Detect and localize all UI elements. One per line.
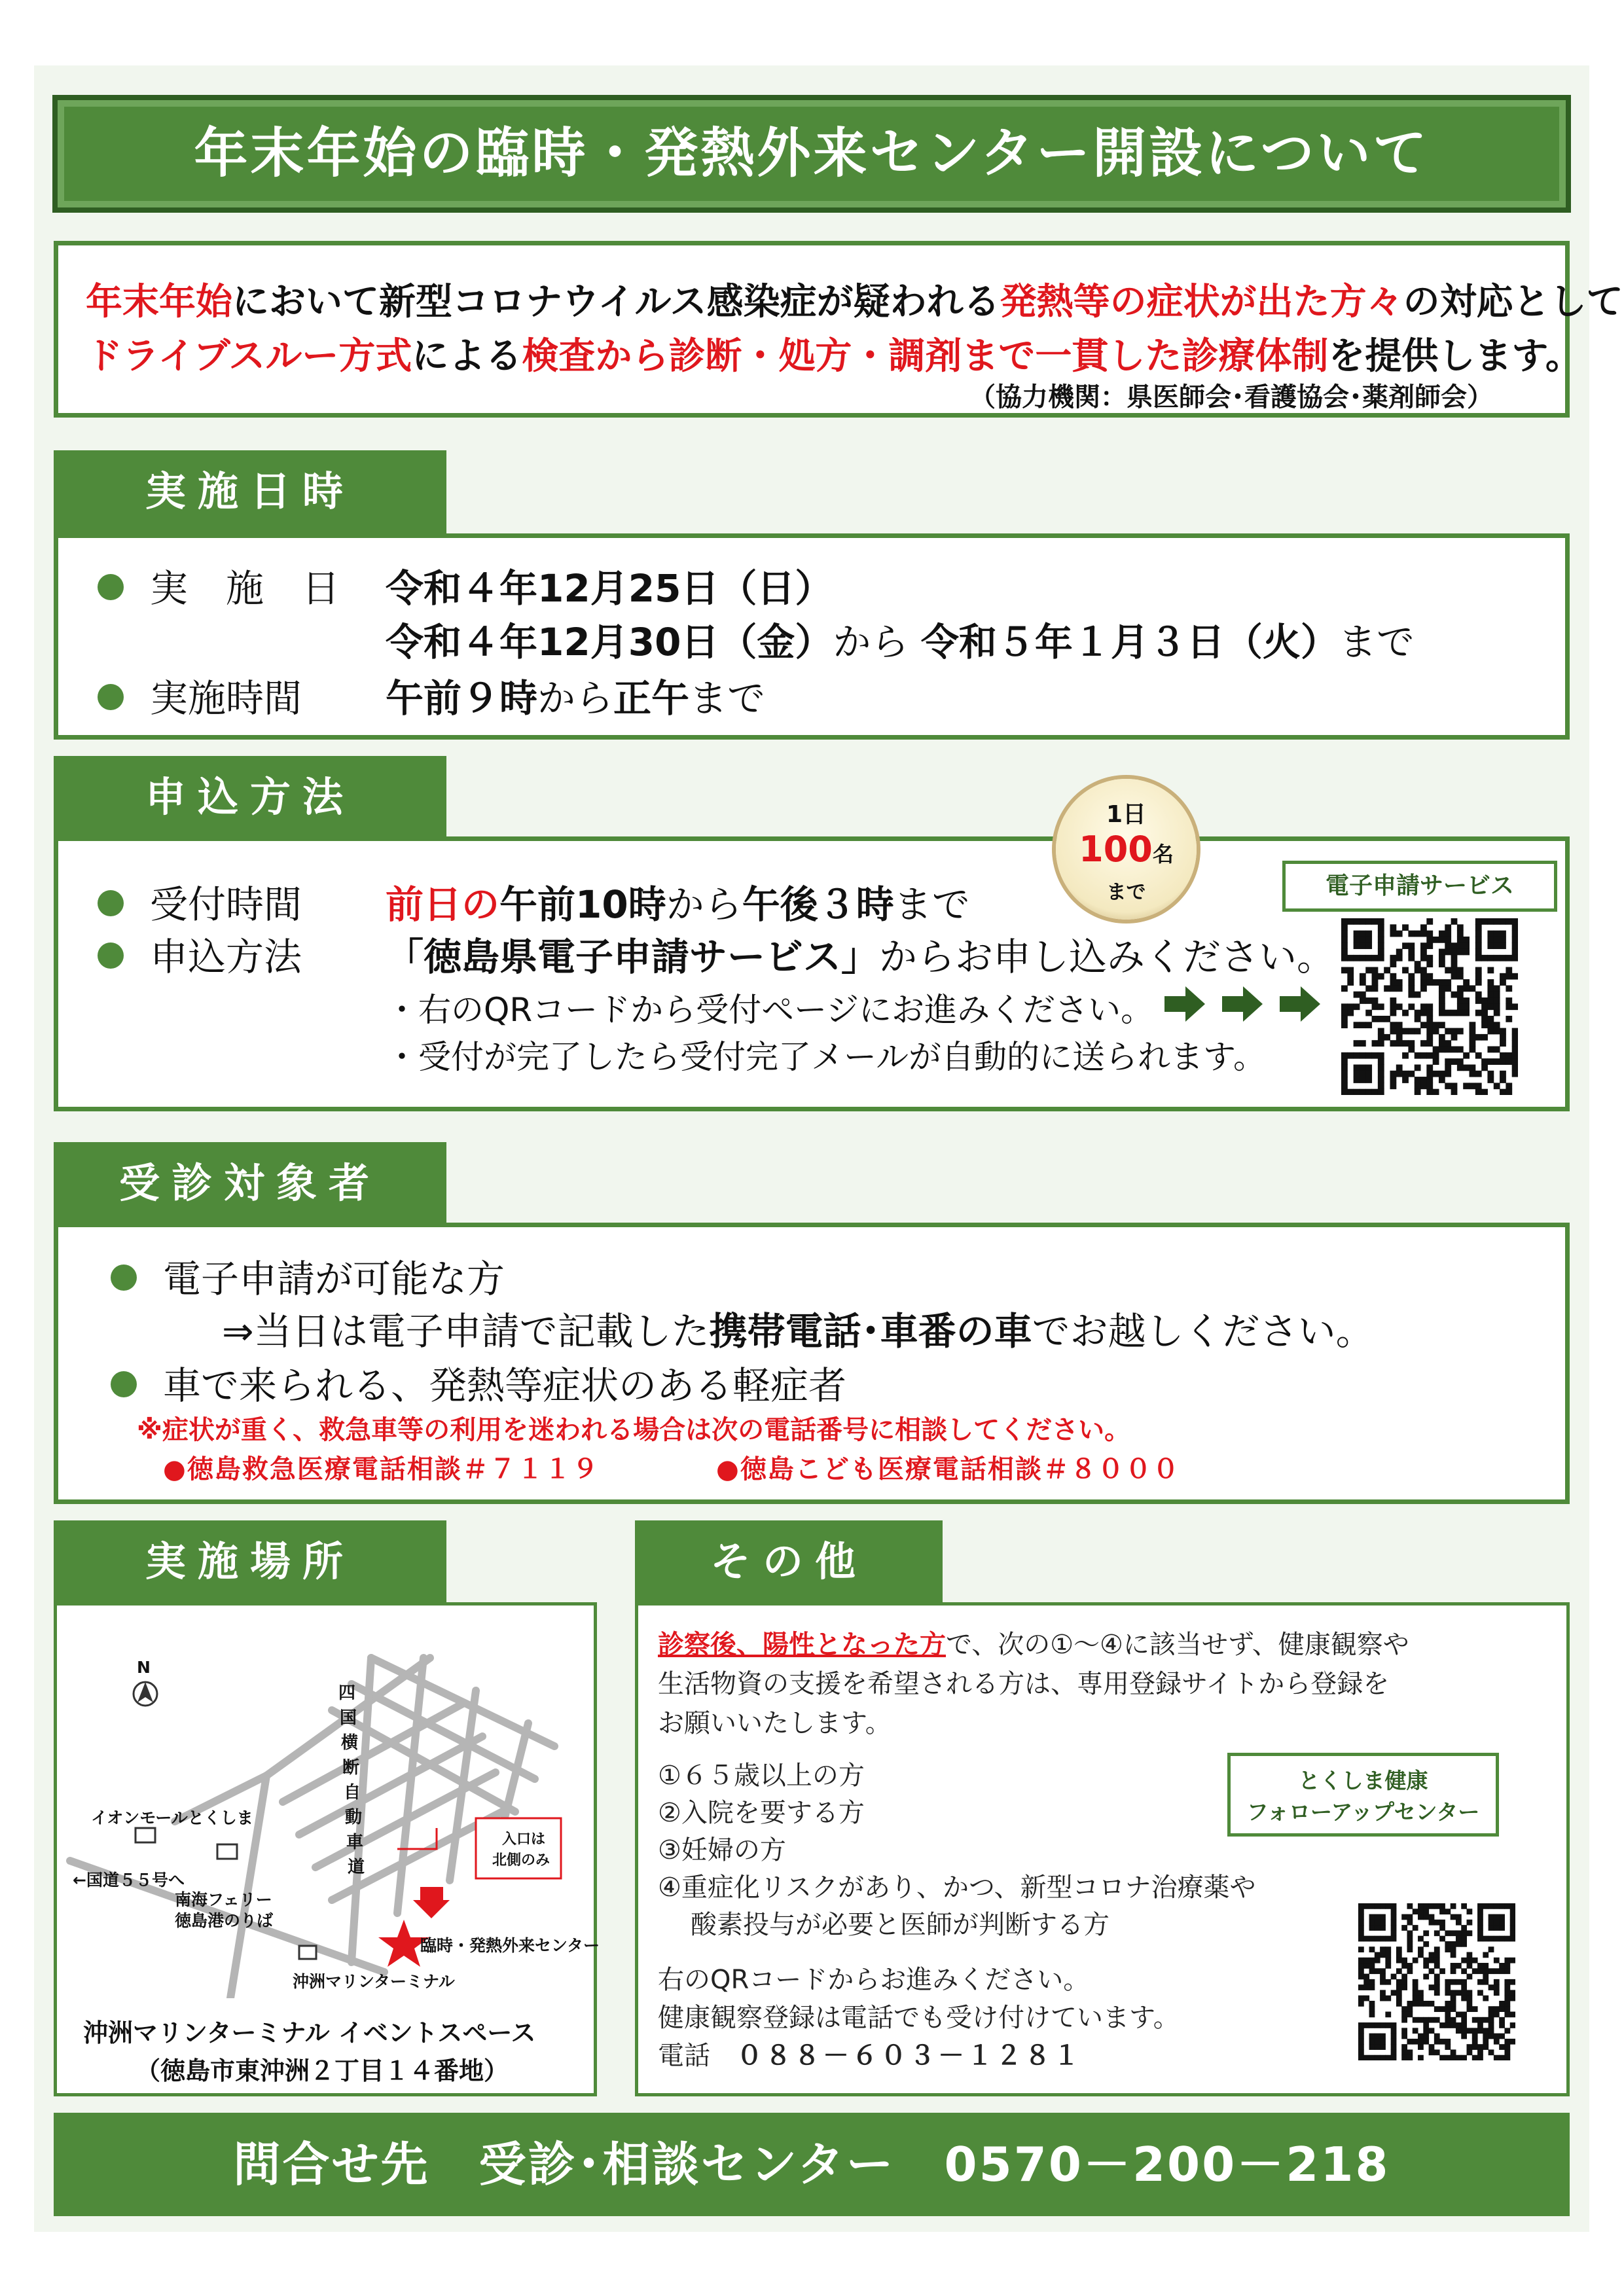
note-emphasis: 携帯電話･車番の車 bbox=[709, 1309, 1032, 1354]
row-label: 申込方法 bbox=[150, 935, 302, 979]
map-label-terminal: 沖洲マリンターミナル bbox=[293, 1972, 455, 1991]
connector-text: まで bbox=[689, 676, 766, 721]
followup-phone-row bbox=[658, 2035, 1082, 2072]
entrance-note-box bbox=[476, 1818, 561, 1878]
connector-text: まで bbox=[893, 882, 970, 927]
date-value: 令和４年12月25日（日） bbox=[386, 566, 833, 611]
intro-text: において新型コロナウイルス感染症が疑われる bbox=[232, 281, 1000, 323]
venue-address: （徳島市東沖洲２丁目１４番地） bbox=[135, 2056, 509, 2085]
note-text: でお越しください。 bbox=[1032, 1309, 1374, 1354]
qr-service-label: 電子申請サービス bbox=[1282, 861, 1557, 912]
phone-label: 電話 bbox=[658, 2041, 710, 2071]
north-arrow-icon bbox=[137, 1682, 153, 1702]
center-name-line: フォローアップセンター bbox=[1246, 1799, 1480, 1825]
daily-capacity-badge bbox=[1056, 779, 1197, 920]
map-label-ferry: 南海フェリー bbox=[175, 1890, 272, 1909]
section-title: 実施日時 bbox=[145, 467, 355, 515]
service-name: 「徳島県電子申請サービス」 bbox=[386, 935, 880, 979]
section-tab-location bbox=[54, 1520, 446, 1612]
row-label: 実施時間 bbox=[150, 676, 302, 721]
center-name-line: とくしま健康 bbox=[1298, 1768, 1428, 1793]
bullet-icon bbox=[111, 1371, 137, 1397]
note-qr: ・右のQRコードから受付ページにお進みください。 bbox=[386, 991, 1154, 1029]
bullet-icon bbox=[98, 684, 124, 710]
section-tab-eligibility bbox=[54, 1142, 446, 1234]
eligibility-item-1 bbox=[111, 1248, 505, 1303]
application-method-row bbox=[98, 926, 1335, 981]
arrow-right-icon bbox=[1280, 986, 1320, 1022]
qr-instruction: 右のQRコードからお進みください。 bbox=[658, 1965, 1090, 1995]
arrow-right-icon bbox=[1222, 986, 1263, 1022]
section-title: その他 bbox=[710, 1537, 867, 1585]
schedule-box bbox=[54, 533, 1570, 740]
intro-text: による bbox=[412, 335, 522, 378]
highway-char: 自 bbox=[344, 1783, 361, 1803]
cooperating-organizations: （協力機関：県医師会･看護協会･薬剤師会） bbox=[969, 382, 1493, 412]
intro-highlight: 発熱等の症状が出た方々 bbox=[1000, 281, 1403, 323]
emergency-phone-7119: ●徳島救急医療電話相談＃７１１９ bbox=[163, 1454, 600, 1484]
row-label: 受付時間 bbox=[150, 882, 302, 927]
schedule-time-row bbox=[98, 668, 765, 723]
contact-footer bbox=[54, 2113, 1570, 2216]
badge-number: 100 bbox=[1079, 829, 1153, 870]
time-value: 正午 bbox=[613, 676, 690, 721]
map-label-entrance: 入口は bbox=[502, 1831, 546, 1848]
location-box bbox=[54, 1602, 600, 2096]
note-email: ・受付が完了したら受付完了メールが自動的に送られます。 bbox=[386, 1038, 1266, 1076]
map-label-highway bbox=[338, 1681, 365, 1880]
title-banner bbox=[52, 95, 1571, 213]
criteria-item-4-cont: 酸素投与が必要と医師が判断する方 bbox=[691, 1910, 1110, 1940]
badge-line: 1日 bbox=[1106, 801, 1147, 828]
time-value: 午前９時 bbox=[386, 676, 538, 721]
other-box bbox=[635, 1602, 1570, 2096]
map-label-entrance: 北側のみ bbox=[492, 1852, 550, 1869]
eligibility-text: 車で来られる、発熱等症状のある軽症者 bbox=[163, 1363, 847, 1408]
section-title: 申込方法 bbox=[145, 773, 355, 821]
phone-registration-note: 健康観察登録は電話でも受け付けています。 bbox=[658, 2003, 1180, 2033]
arrow-right-icon bbox=[1164, 986, 1205, 1022]
intro-highlight: 年末年始 bbox=[86, 281, 232, 323]
warning-text: ※症状が重く、救急車等の利用を迷われる場合は次の電話番号に相談してください。 bbox=[137, 1415, 1131, 1445]
connector-text: から bbox=[537, 676, 614, 721]
bullet-icon bbox=[98, 574, 124, 600]
section-title: 実施場所 bbox=[145, 1537, 355, 1585]
map-label-fever-center: 臨時・発熱外来センター bbox=[420, 1936, 600, 1955]
phone-number: ０８８－６０３－１２８１ bbox=[736, 2041, 1082, 2071]
highway-char: 道 bbox=[348, 1857, 365, 1877]
intro-highlight: ドライブスルー方式 bbox=[86, 335, 412, 378]
date-value: 令和５年１月３日（火） bbox=[920, 620, 1339, 664]
paragraph-text: で、次の①～④に該当せず、健康観察や bbox=[946, 1630, 1409, 1660]
entrance-arrow-icon bbox=[413, 1887, 450, 1918]
bullet-icon bbox=[98, 942, 124, 969]
instruction-text: からお申し込みください。 bbox=[879, 935, 1335, 979]
intro-highlight: 検査から診断・処方・調剤まで一貫した診療体制 bbox=[522, 335, 1329, 378]
time-value: 午前10時 bbox=[499, 882, 666, 927]
badge-line: まで bbox=[1106, 881, 1146, 904]
highlight-text: 前日の bbox=[386, 882, 500, 927]
intro-box bbox=[54, 241, 1623, 418]
connector-text: から bbox=[833, 620, 909, 664]
highway-char: 動 bbox=[345, 1808, 363, 1827]
other-paragraph-line-2: 生活物資の支援を希望される方は、専用登録サイトから登録を bbox=[658, 1669, 1390, 1699]
section-title: 受診対象者 bbox=[118, 1159, 381, 1207]
time-value: 午後３時 bbox=[742, 882, 894, 927]
contact-info: 問合せ先 受診･相談センター 0570－200－218 bbox=[233, 2137, 1390, 2192]
venue-name: 沖洲マリンターミナル イベントスペース bbox=[83, 2018, 536, 2047]
map-label-route55: ←国道５５号へ bbox=[73, 1871, 185, 1890]
date-value: 令和４年12月30日（金） bbox=[386, 620, 833, 664]
eligibility-item-1-note bbox=[222, 1300, 1374, 1355]
eligibility-box bbox=[54, 1223, 1570, 1504]
intro-line-2 bbox=[86, 327, 1582, 380]
schedule-period-row bbox=[386, 611, 1415, 666]
map-label-ferry-pier: 徳島港のりば bbox=[175, 1911, 274, 1930]
application-box bbox=[54, 836, 1570, 1111]
criteria-item-1: ①６５歳以上の方 bbox=[658, 1761, 865, 1791]
application-qr-code[interactable] bbox=[1341, 918, 1518, 1095]
highway-char: 横 bbox=[341, 1733, 359, 1753]
badge-unit: 名 bbox=[1152, 842, 1174, 867]
qr-code-icon bbox=[1341, 918, 1518, 1095]
connector-text: まで bbox=[1338, 620, 1415, 664]
qr-code-icon bbox=[1358, 1903, 1515, 2060]
highway-char: 車 bbox=[346, 1833, 364, 1852]
criteria-item-2: ②入院を要する方 bbox=[658, 1798, 865, 1828]
bullet-icon bbox=[98, 890, 124, 916]
reception-time-row bbox=[98, 874, 970, 929]
intro-line-1 bbox=[86, 273, 1623, 325]
section-tab-other bbox=[635, 1520, 943, 1612]
highlight-text: 診察後、陽性となった方 bbox=[658, 1630, 946, 1660]
intro-text: を提供します。 bbox=[1328, 335, 1582, 378]
other-paragraph-line-1 bbox=[658, 1624, 1409, 1661]
criteria-item-3: ③妊婦の方 bbox=[658, 1835, 786, 1865]
map-label-aeon: イオンモールとくしま bbox=[91, 1808, 253, 1827]
badge-count bbox=[1056, 829, 1197, 870]
highway-char: 四 bbox=[338, 1683, 356, 1703]
section-tab-application bbox=[54, 756, 446, 848]
schedule-day-row bbox=[98, 558, 833, 613]
north-label: N bbox=[137, 1658, 151, 1677]
children-phone-8000: ●徳島こども医療電話相談＃８０００ bbox=[716, 1454, 1180, 1484]
followup-center-label bbox=[1227, 1753, 1499, 1837]
highway-char: 断 bbox=[342, 1758, 360, 1778]
eligibility-text: 電子申請が可能な方 bbox=[163, 1257, 505, 1301]
page-title: 年末年始の臨時・発熱外来センター開設について bbox=[194, 122, 1430, 185]
highway-char: 国 bbox=[340, 1708, 357, 1728]
other-paragraph-line-3: お願いいたします。 bbox=[658, 1708, 892, 1738]
row-label: 実 施 日 bbox=[150, 566, 340, 611]
note-text: ⇒当日は電子申請で記載した bbox=[222, 1309, 710, 1354]
followup-qr-code[interactable] bbox=[1358, 1903, 1515, 2060]
intro-text: の対応として bbox=[1403, 281, 1623, 323]
criteria-item-4: ④重症化リスクがあり、かつ、新型コロナ治療薬や bbox=[658, 1873, 1256, 1903]
eligibility-item-2 bbox=[111, 1355, 846, 1410]
section-tab-schedule bbox=[54, 450, 446, 542]
connector-text: から bbox=[666, 882, 742, 927]
bullet-icon bbox=[111, 1265, 137, 1291]
